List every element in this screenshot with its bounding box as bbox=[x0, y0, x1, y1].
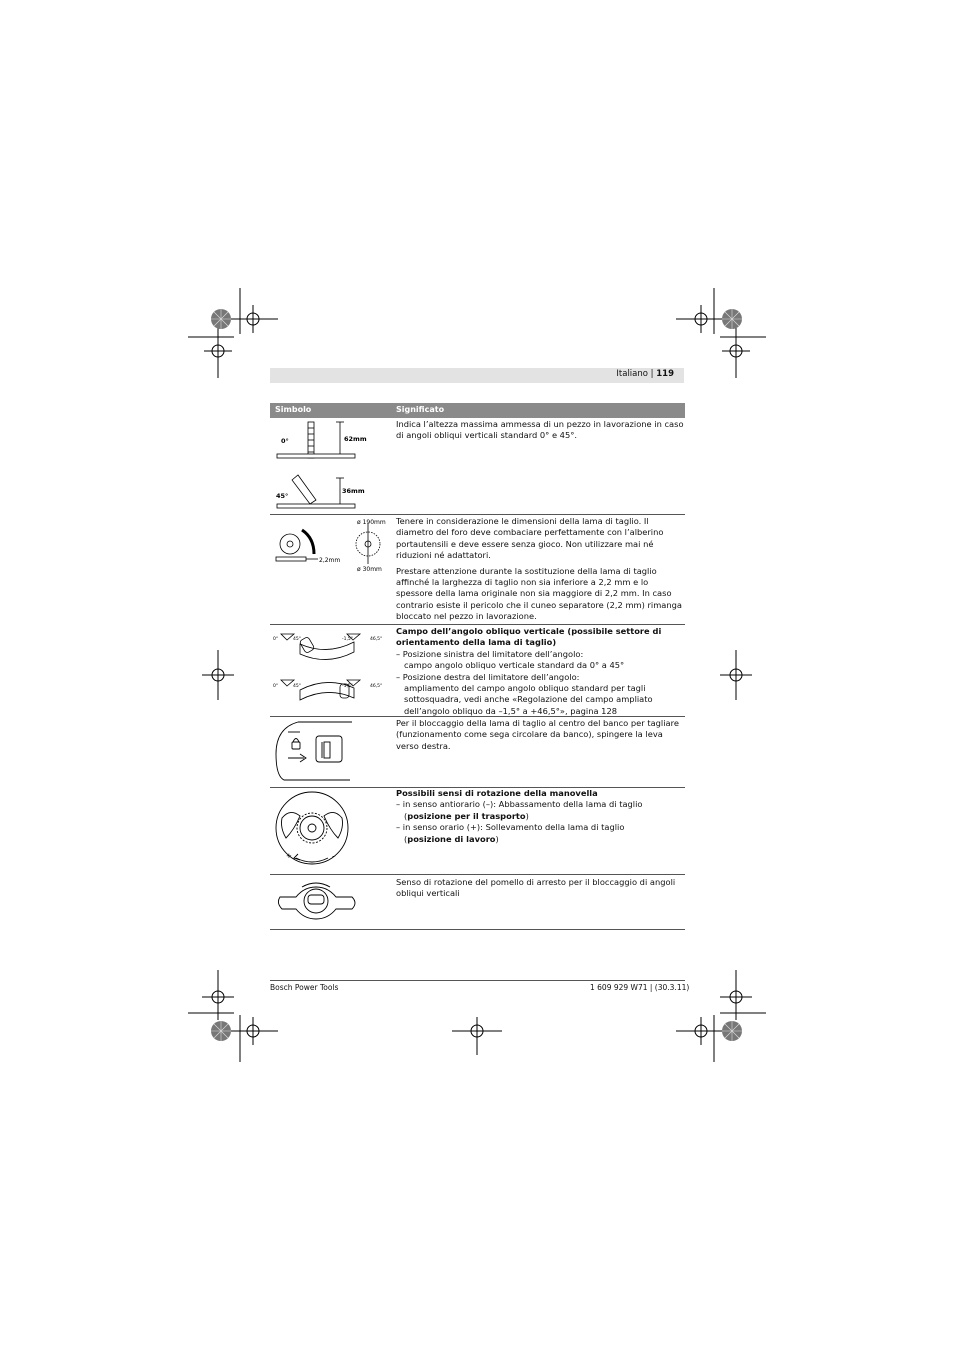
blade-lock-lever-symbol bbox=[272, 718, 362, 782]
symbol-label-plus: + bbox=[286, 852, 292, 860]
symbol-label-minus1-5-top: -1,5° bbox=[342, 637, 354, 642]
row-4-meaning bbox=[396, 718, 684, 756]
column-header-symbol: Simbolo bbox=[275, 405, 312, 414]
footer-rule bbox=[270, 980, 685, 981]
row-divider bbox=[270, 514, 685, 515]
row-5-item-2-line-1: – in senso orario (+): Sollevamento della lama di taglio bbox=[396, 822, 625, 833]
row-3-item-2-line-1: – Posizione destra del limitatore dell’angolo: bbox=[396, 671, 580, 682]
transport-position-label: posizione per il trasporto bbox=[407, 810, 526, 821]
symbol-label-minus: – bbox=[332, 852, 336, 860]
row-5-item-2 bbox=[396, 822, 684, 845]
paren-close: ) bbox=[525, 810, 529, 821]
row-3-meaning bbox=[396, 626, 684, 717]
row-2-text-2: Prestare attenzione durante la sostituzione della lama di taglio affinché la larghezza di taglio non sia inferiore a 2,2 mm e lo spessore della lama originale non sia maggiore di 2,2 mm. In caso contrario esiste il pericolo che il cuneo separatore (2,2 mm) rimanga bloccato nel pezzo in lavorazione. bbox=[396, 565, 682, 622]
page-number: 119 bbox=[656, 369, 674, 379]
hand-crank-rotation-symbol bbox=[272, 788, 368, 872]
row-3-item-1 bbox=[396, 649, 684, 672]
working-position-label: posizione di lavoro bbox=[407, 833, 496, 844]
row-5-item-1-line-2 bbox=[396, 811, 684, 822]
symbol-label-45deg: 45° bbox=[276, 492, 289, 500]
header-text: Italiano | 119 bbox=[616, 369, 674, 379]
column-header-meaning: Significato bbox=[396, 405, 445, 414]
symbol-label-0deg: 0° bbox=[281, 437, 289, 445]
paren-open: ( bbox=[404, 833, 408, 844]
symbol-label-36mm: 36mm bbox=[342, 487, 365, 495]
paren-close: ) bbox=[495, 833, 499, 844]
saw-blade-dimensions-symbol bbox=[272, 516, 390, 576]
row-divider bbox=[270, 874, 685, 875]
paren-open: ( bbox=[404, 810, 408, 821]
header-language: Italiano bbox=[616, 369, 648, 379]
row-3-item-2 bbox=[396, 672, 684, 718]
symbol-label-46-5-top: 46,5° bbox=[370, 637, 383, 642]
symbol-label-46-5-bottom: 46,5° bbox=[370, 684, 383, 689]
row-6-meaning bbox=[396, 877, 684, 904]
symbol-label-kerf: 2,2mm bbox=[319, 557, 341, 564]
page-header bbox=[270, 368, 684, 383]
symbol-label-45deg-bottom: 45° bbox=[293, 684, 301, 689]
footer-document-number: 1 609 929 W71 | (30.3.11) bbox=[590, 983, 690, 992]
bevel-angle-range-symbol bbox=[272, 626, 384, 716]
row-divider bbox=[270, 624, 685, 625]
row-5-item-1 bbox=[396, 799, 684, 822]
symbol-label-0deg-top: 0° bbox=[273, 637, 279, 642]
row-2-meaning bbox=[396, 516, 684, 627]
row-divider bbox=[270, 716, 685, 717]
table-bottom-rule bbox=[270, 929, 685, 930]
locking-knob-symbol bbox=[272, 877, 362, 925]
symbol-label-62mm: 62mm bbox=[344, 435, 367, 443]
row-6-text: Senso di rotazione del pomello di arresto per il bloccaggio di angoli obliqui verticali bbox=[396, 877, 676, 899]
row-3-item-2-line-2: ampliamento del campo angolo obliquo standard per tagli sottosquadra, vedi anche «Regolazione del campo ampliato dell’angolo obliquo da –1,5° a +46,5°», pagina 128 bbox=[404, 683, 653, 716]
symbol-label-bore-diameter: ø 30mm bbox=[357, 566, 382, 573]
row-1-meaning bbox=[396, 419, 684, 446]
symbol-label-minus1-5-bottom: -1,5° bbox=[342, 684, 354, 689]
row-5-item-2-line-2 bbox=[396, 834, 684, 845]
row-5-item-1-line-1: – in senso antiorario (–): Abbassamento della lama di taglio bbox=[396, 799, 643, 810]
row-5-meaning bbox=[396, 788, 684, 845]
footer-brand: Bosch Power Tools bbox=[270, 983, 339, 992]
symbol-label-blade-diameter: ø 190mm bbox=[357, 519, 386, 526]
row-3-item-1-line-2: campo angolo obliquo verticale standard da 0° a 45° bbox=[404, 660, 625, 671]
row-1-text: Indica l’altezza massima ammessa di un pezzo in lavorazione in caso di angoli obliqui verticali standard 0° e 45°. bbox=[396, 419, 684, 441]
row-5-title: Possibili sensi di rotazione della manovella bbox=[396, 788, 598, 798]
row-4-text: Per il bloccaggio della lama di taglio al centro del banco per tagliare (funzionamento come sega circolare da banco), spingere la leva verso destra. bbox=[396, 718, 679, 751]
row-3-item-1-line-1: – Posizione sinistra del limitatore dell’angolo: bbox=[396, 648, 584, 659]
row-3-title: Campo dell’angolo obliquo verticale (possibile settore di orientamento della lama di taglio) bbox=[396, 626, 662, 648]
symbol-label-45deg-top: 45° bbox=[293, 637, 301, 642]
max-height-symbol bbox=[272, 420, 382, 512]
symbol-label-0deg-bottom: 0° bbox=[273, 684, 279, 689]
table-header bbox=[270, 403, 685, 418]
row-2-text-1: Tenere in considerazione le dimensioni della lama di taglio. Il diametro del foro deve combaciare perfettamente con l’alberino portautensili e deve essere senza gioco. Non utilizzare mai né riduzioni né adattatori. bbox=[396, 516, 664, 561]
